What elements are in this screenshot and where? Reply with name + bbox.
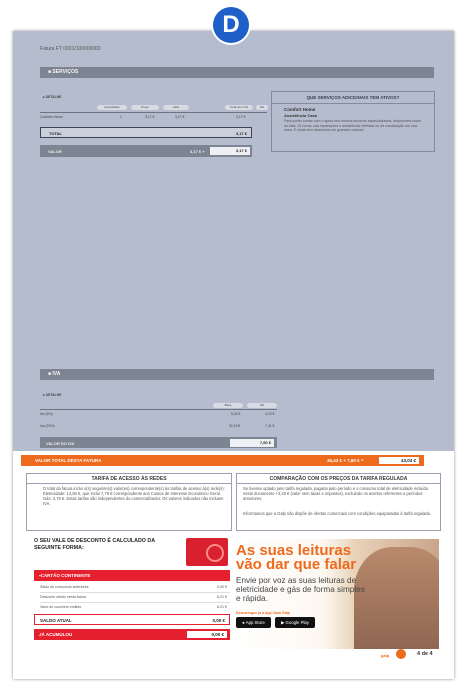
side-box-divider	[272, 103, 434, 104]
comparacao-panel	[236, 473, 441, 531]
saldo-value: 0,00 €	[212, 617, 225, 623]
service-row-total: 3,17 €	[236, 115, 246, 119]
col-preco: Preço	[131, 105, 159, 110]
iva-detalhe-label	[43, 393, 61, 397]
invoice-total-bar	[21, 455, 424, 466]
tarifa-text: O total da fatura inclui o(s) seguinte(s) valor(es) correspondente(s) às tarifas de acesso à(s) rede(s): Eletricidade: 12,50 €, que inclui 7,75 € correspondente aos Custos de Interesse Económico Geral. Gás: 3,76 €. Estas tarifas são independentes do comercializador. Os valores indicados não incluem IVA.	[43, 486, 225, 506]
page-number: 4 de 4	[417, 651, 433, 657]
play-icon: ▶	[281, 620, 286, 625]
ad-headline-2: vão dar que falar	[236, 556, 357, 573]
app-advertisement[interactable]	[231, 539, 439, 649]
iva-row-label: Iva (23%)	[40, 424, 55, 428]
section-bullet-icon: ■	[48, 69, 53, 75]
invoice-page	[13, 31, 454, 679]
saldo-atual-row	[34, 614, 230, 625]
iva-col-base: Base	[213, 403, 243, 408]
voucher-divider	[40, 602, 230, 603]
voucher-row-label: Saldo de consumos anteriores	[40, 585, 89, 589]
arrow-icon: ▸	[43, 393, 46, 397]
iva-col-iva: IVA	[247, 403, 277, 408]
servicos-detalhe-label	[43, 95, 61, 99]
service-row-name: Conforto Home	[40, 115, 63, 119]
col-quantidade: Quantidade	[97, 105, 127, 110]
app-store-label: App Store	[245, 620, 265, 625]
iva-valor-row	[40, 437, 277, 448]
service-row-price: 3,17 €	[145, 115, 155, 119]
person-photo	[354, 547, 439, 649]
voucher-row-value: 6,21 €	[217, 605, 227, 609]
table-divider	[40, 112, 267, 113]
section-bullet-icon: ■	[48, 371, 53, 377]
continente-card-image	[186, 538, 228, 566]
tarifa-title: TARIFA DE ACESSO ÀS REDES	[91, 476, 167, 482]
total-bar-value: 43,03 €	[379, 457, 419, 464]
tarifa-divider	[27, 483, 231, 484]
comparacao-text-2: Informamos que a Galp não dispõe de ofertas comerciais com condições equiparadas à tarifa regulada.	[243, 511, 431, 516]
iva-divider	[40, 409, 277, 410]
voucher-divider	[40, 592, 230, 593]
continente-logo-icon	[206, 544, 224, 562]
document-letter-badge: D	[213, 7, 249, 43]
invoice-reference: Fatura FT 0001/100000000	[40, 46, 101, 52]
cartao-continente-header	[34, 570, 230, 581]
servicos-total-row	[40, 127, 252, 138]
iva-row-iva: 7,41 €	[265, 424, 275, 428]
detalhe-text: DETALHE	[45, 95, 62, 99]
side-box-subtitle: Assistência Casa	[284, 113, 317, 118]
valor-value: 3,17 €	[210, 147, 250, 155]
side-box-service: Comfort Home	[284, 107, 316, 112]
iva-title: IVA	[52, 371, 61, 377]
galp-logo-icon	[396, 649, 406, 659]
voucher-title: O SEU VALE DE DESCONTO É CALCULADO DA SEGUINTE FORMA:	[34, 538, 155, 551]
iva-row-base: 5,34 €	[231, 412, 241, 416]
tarifa-panel	[26, 473, 232, 531]
voucher-row-value: 6,21 €	[217, 595, 227, 599]
total-value: 3,17 €	[235, 131, 247, 136]
detalhe-text: DETALHE	[45, 393, 62, 397]
voucher-row-label: Valor do vouchers emitido	[40, 605, 82, 609]
google-play-label: Google Play	[285, 620, 309, 625]
valor-label: VALOR	[48, 149, 62, 154]
ad-subtext: Envie por voz as suas leituras de eletricidade e gás de forma simples e rápida.	[236, 576, 365, 603]
additional-services-box	[271, 91, 435, 152]
comparacao-text-1: Se tivesse optado pelo tarifa regulada, pagaria pelo período e o consumo total de eletricidade incluído neste documento +3,33 € (valor sem taxas e impostos), excluindo os acertos referentes a períodos anteriores.	[243, 486, 429, 501]
service-row-qty: 1	[120, 115, 122, 119]
apple-icon: ●	[242, 620, 246, 625]
iva-row-base: 32,19 €	[229, 424, 241, 428]
acumulou-label: JÁ ACUMULOU	[39, 632, 73, 637]
voucher-row-label: Desconto obtido nesta fatura	[40, 595, 86, 599]
total-bar-label: VALOR TOTAL DESTA FATURA	[35, 458, 102, 463]
galp-brand: galp	[381, 653, 390, 658]
voucher-row	[40, 585, 230, 589]
ja-acumulou-row	[34, 629, 230, 640]
total-label: TOTAL	[49, 131, 62, 136]
voucher-row	[40, 605, 230, 609]
service-row-valor: 3,17 €	[175, 115, 185, 119]
iva-valor-label: VALOR DO IVA	[46, 440, 75, 446]
google-play-button[interactable]	[275, 617, 315, 628]
acumulou-value: 0,00 €	[187, 631, 227, 638]
side-box-title: QUE SERVIÇOS ADICIONAIS TEM ATIVOS?	[306, 95, 400, 100]
comparacao-title: COMPARAÇÃO COM OS PREÇOS DA TARIFA REGULADA	[269, 476, 408, 482]
iva-row-label: Iva (6%)	[40, 412, 53, 416]
comparacao-divider	[237, 483, 440, 484]
total-bar-calc: 35,43 € + 7,60 € =	[327, 458, 364, 463]
servicos-title: SERVIÇOS	[52, 69, 79, 75]
card-header-text: CARTÃO CONTINENTE	[40, 573, 91, 578]
service-row-iva: -	[262, 115, 264, 119]
arrow-icon: ▸	[43, 95, 46, 99]
app-store-button[interactable]	[236, 617, 271, 628]
side-box-body: Para poder contar com o apoio dos nossos técnicos especializados, disponíveis todos os dias, 24 horas, nas reparações e assistência elétricas ou de canalização em sua casa. E ainda tem descontos em grandes marcas!	[284, 119, 422, 133]
servicos-section-header	[40, 67, 434, 78]
iva-row-iva: 0,19 €	[265, 412, 275, 416]
iva-section-header	[40, 369, 434, 380]
valor-mid: 3,17 € +	[190, 149, 205, 154]
col-valor: Valor	[163, 105, 189, 110]
voucher-row	[40, 595, 230, 599]
col-total-sem-iva: Total sem IVA	[225, 105, 253, 110]
servicos-valor-row	[40, 145, 252, 157]
col-iva: IVA	[256, 105, 268, 110]
ad-download-text: Descarregue já a App Casa Galp	[236, 611, 290, 615]
card-icon: ▪	[39, 573, 41, 578]
iva-valor-value: 7,60 €	[230, 439, 274, 447]
voucher-row-value: 0,00 €	[217, 585, 227, 589]
saldo-label: SALDO ATUAL	[40, 617, 72, 623]
ad-headline-1: As suas leituras	[236, 542, 352, 559]
